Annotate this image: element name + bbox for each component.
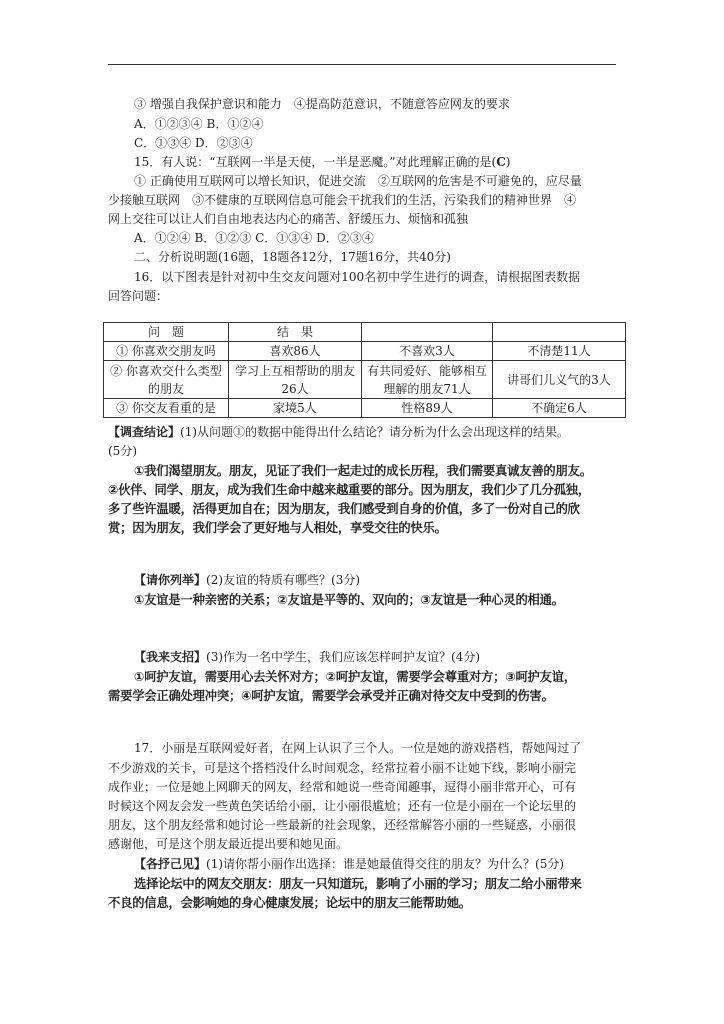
q16-part3-answer-2: 需要学会正确处理冲突；④呵护友谊，需要学会承受并正确对待交友中受到的伤害。 <box>108 689 554 703</box>
q17-line-4: 时候这个网友会发一些黄色笑话给小丽，让小丽很尴尬；还有一位是小丽在一个论坛里的 <box>108 799 577 813</box>
table-row: ① 你喜欢交朋友吗 喜欢86人 不喜欢3人 不清楚11人 <box>104 342 626 361</box>
table-row: ② 你喜欢交什么类型的朋友 学习上互相帮助的朋友26人 有共同爱好、能够相互理解的朋友71人 讲哥们儿义气的3人 <box>104 361 626 399</box>
table-header-result: 结 果 <box>229 323 362 342</box>
q15-choices: A．①②④ B．①②③ C．①③④ D．②③④ <box>134 231 374 245</box>
q17-line-2: 不少游戏的关卡，可是这个搭档没什么时间观念，经常拉着小丽不让她下线，影响小丽完 <box>108 761 577 775</box>
q16-part1-answer-1: ①我们渴望朋友。朋友，见证了我们一起走过的成长历程，我们需要真诚友善的朋友。 <box>134 464 592 478</box>
q15-answer: C <box>496 155 506 169</box>
q16-part1-answer-2: ②伙伴、同学、朋友，成为我们生命中越来越重要的部分。因为朋友，我们少了几分孤独， <box>108 483 590 497</box>
q17-part1-question: 【各抒己见】(1)请你帮小丽作出选择：谁是她最值得交往的朋友？为什么？(5分) <box>134 857 565 871</box>
table-header-question: 问 题 <box>104 323 229 342</box>
header-rule <box>108 64 616 65</box>
q16-part3-question: 【我来支招】(3)作为一名中学生，我们应该怎样呵护友谊？(4分) <box>134 650 481 664</box>
q14-choices-ab: A．①②③④ B．①②④ <box>134 117 264 131</box>
q14-options-line: ③ 增强自我保护意识和能力 ④提高防范意识，不随意答应网友的要求 <box>134 97 510 111</box>
q17-line-1: 17．小丽是互联网爱好者，在网上认识了三个人。一位是她的游戏搭档，帮她闯过了 <box>134 741 582 755</box>
q15-line-2: 少接触互联网 ③不健康的互联网信息可能会干扰我们的生活，污染我们的精神世界 ④ <box>108 193 577 207</box>
table-header-row <box>104 323 626 342</box>
q17-line-6: 感谢他，可是这个朋友最近提出要和她见面。 <box>108 837 349 851</box>
q15-stem: 15．有人说：“互联网一半是天使，一半是恶魔。”对此理解正确的是(C) <box>134 155 511 169</box>
q16-part2-question: 【请你列举】(2)友谊的特质有哪些？(3分) <box>134 573 361 587</box>
q17-part1-answer-1: 选择论坛中的网友交朋友：朋友一只知道玩，影响了小丽的学习；朋友二给小丽带来 <box>134 877 582 891</box>
q16-part2-answer: ①友谊是一种亲密的关系；②友谊是平等的、双向的；③友谊是一种心灵的相通。 <box>134 593 564 607</box>
q17-part1-answer-2: 不良的信息，会影响她的身心健康发展；论坛中的朋友三能帮助她。 <box>108 896 471 910</box>
q16-part1-answer-3: 多了些许温暖，活得更加自在；因为朋友，我们感受到自身的价值，多了一份对自己的欣 <box>108 502 580 516</box>
q17-line-3: 成作业；一位是她上网聊天的网友，经常和她说一些奇闻趣事，逗得小丽非常开心，可有 <box>108 780 577 794</box>
q16-part1-tag: 【调查结论】 <box>108 425 181 439</box>
q17-line-5: 朋友，这个朋友经常和她讨论一些最新的社会现象，还经常解答小丽的一些疑惑，小丽很 <box>108 818 577 832</box>
q16-intro-2: 回答问题： <box>108 289 169 303</box>
q16-part1-answer-4: 赏；因为朋友，我们学会了更好地与人相处，享受交往的快乐。 <box>108 521 447 535</box>
q15-line-3: 网上交往可以让人们自由地表达内心的痛苦、舒缓压力、烦恼和孤独 <box>108 212 469 226</box>
q16-intro-1: 16．以下图表是针对初中生交友问题对100名初中学生进行的调查，请根据图表数据 <box>134 270 581 284</box>
q16-part1-question: 【调查结论】(1)从问题①的数据中能得出什么结论？请分析为什么会出现这样的结果。 <box>108 425 570 439</box>
survey-table <box>103 322 626 418</box>
q16-part1-points: (5分) <box>108 444 137 458</box>
q15-line-1: ① 正确使用互联网可以增长知识，促进交流 ②互联网的危害是不可避免的，应尽量 <box>134 174 582 188</box>
q14-choices-cd: C．①③④ D．②③④ <box>134 136 253 150</box>
table-row: ③ 你交友看重的是 家境5人 性格89人 不确定6人 <box>104 399 626 418</box>
q16-part3-answer-1: ①呵护友谊，需要用心去关怀对方；②呵护友谊，需要学会尊重对方；③呵护友谊， <box>134 670 576 684</box>
section-2-heading: 二、分析说明题(16题，18题各12分，17题16分，共40分) <box>134 250 451 264</box>
